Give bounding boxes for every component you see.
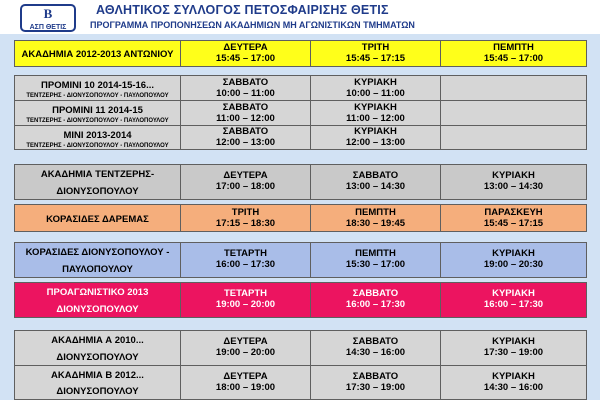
slot-time: 14:30 – 16:00 [483, 381, 544, 393]
slot-day: ΣΑΒΒΑΤΟ [352, 336, 399, 348]
slot-time: 19:00 – 20:00 [215, 299, 276, 311]
group-name: ΑΚΑΔΗΜΙΑ ΤΕΝΤΖΕΡΗΣ- ΔΙΟΝΥΣΟΠΟΥΛΟΥ [40, 169, 155, 197]
svg-text:Β: Β [43, 6, 53, 21]
slot-day: ΤΡΙΤΗ [231, 206, 260, 218]
slot-cell [181, 283, 311, 318]
schedule-table-korasides-dionysopoulou [14, 242, 587, 278]
table-row [15, 126, 587, 150]
empty-slot-cell [441, 126, 587, 150]
slot-day: ΣΑΒΒΑΤΟ [352, 288, 399, 300]
slot-cell [181, 126, 311, 150]
slot-day: ΚΥΡΙΑΚΗ [492, 336, 535, 348]
page-subtitle: ΠΡΟΓΡΑΜΜΑ ΠΡΟΠΟΝΗΣΕΩΝ ΑΚΑΔΗΜΙΩΝ ΜΗ ΑΓΩΝΙΣΤΙΚΩΝ ΤΜΗΜΑΤΩΝ [90, 20, 415, 30]
table-row [15, 331, 587, 366]
slot-day: ΚΥΡΙΑΚΗ [354, 101, 397, 113]
slot-cell [181, 205, 311, 232]
slot-cell [311, 101, 441, 126]
schedule-table-prominis [14, 75, 587, 150]
slot-day: ΠΑΡΑΣΚΕΥΗ [484, 206, 543, 218]
table-row [15, 243, 587, 278]
group-name-cell [15, 205, 181, 232]
slot-cell [311, 283, 441, 318]
group-name-cell [15, 41, 181, 67]
slot-day: ΚΥΡΙΑΚΗ [492, 170, 535, 182]
table-row [15, 76, 587, 101]
svg-text:ΑΣΠ ΘΕΤΙΣ: ΑΣΠ ΘΕΤΙΣ [29, 24, 67, 31]
group-name-cell [15, 331, 181, 366]
slot-day: ΠΕΜΠΤΗ [355, 206, 396, 218]
slot-time: 16:00 – 17:30 [483, 299, 544, 311]
slot-day: ΣΑΒΒΑΤΟ [222, 126, 269, 138]
slot-time: 15:45 – 17:00 [215, 53, 276, 64]
slot-cell [441, 41, 587, 67]
slot-day: ΤΕΤΑΡΤΗ [223, 288, 268, 300]
slot-cell [311, 331, 441, 366]
group-name-cell [15, 283, 181, 318]
slot-cell [441, 243, 587, 278]
slot-time: 19:00 – 20:30 [483, 259, 544, 271]
slot-cell [441, 331, 587, 366]
empty-slot-cell [441, 76, 587, 101]
table-row [15, 165, 587, 200]
slot-day: ΤΕΤΑΡΤΗ [223, 248, 268, 260]
schedule-table-akadimia-antoniou [14, 40, 587, 67]
slot-day: ΚΥΡΙΑΚΗ [492, 370, 535, 382]
group-name: ΜΙΝΙ 2013-2014 [63, 130, 132, 141]
group-coaches: ΤΕΝΤΖΕΡΗΣ - ΔΙΟΝΥΣΟΠΟΥΛΟΥ - ΠΑΥΛΟΠΟΥΛΟΥ [26, 118, 169, 125]
table-row [15, 365, 587, 400]
slot-time: 12:00 – 13:00 [215, 137, 276, 149]
slot-day: ΔΕΥΤΕΡΑ [223, 42, 268, 54]
slot-day: ΠΕΜΠΤΗ [355, 248, 396, 260]
slot-time: 17:00 – 18:00 [215, 181, 276, 193]
slot-time: 16:00 – 17:30 [345, 299, 406, 311]
group-name: ΠΡΟΜΙΝΙ 11 2014-15 [52, 105, 143, 117]
slot-time: 18:30 – 19:45 [345, 217, 406, 229]
group-name-cell [15, 165, 181, 200]
schedule-table-korasides-daremas [14, 204, 587, 232]
slot-day: ΤΡΙΤΗ [361, 42, 390, 54]
group-coaches: ΤΕΝΤΖΕΡΗΣ - ΔΙΟΝΥΣΟΠΟΥΛΟΥ - ΠΑΥΛΟΠΟΥΛΟΥ [26, 142, 169, 149]
slot-cell [181, 165, 311, 200]
slot-time: 17:15 – 18:30 [215, 217, 276, 229]
slot-time: 13:00 – 14:30 [483, 181, 544, 193]
slot-time: 15:45 – 17:00 [483, 53, 544, 64]
slot-cell [311, 165, 441, 200]
slot-time: 12:00 – 13:00 [345, 137, 406, 149]
slot-time: 16:00 – 17:30 [215, 259, 276, 271]
slot-day: ΣΑΒΒΑΤΟ [222, 101, 269, 113]
group-name: ΠΡΟΑΓΩΝΙΣΤΙΚΟ 2013 ΔΙΟΝΥΣΟΠΟΥΛΟΥ [46, 287, 149, 315]
slot-time: 17:30 – 19:00 [345, 381, 406, 393]
table-row [15, 101, 587, 126]
slot-day: ΚΥΡΙΑΚΗ [354, 76, 397, 88]
slot-time: 10:00 – 11:00 [216, 87, 275, 99]
group-name-cell [15, 126, 181, 150]
slot-cell [311, 243, 441, 278]
group-name-cell [15, 365, 181, 400]
slot-day: ΣΑΒΒΑΤΟ [352, 170, 399, 182]
slot-cell [311, 205, 441, 232]
group-name: ΑΚΑΔΗΜΙΑ 2012-2013 ΑΝΤΩΝΙΟΥ [21, 49, 174, 61]
slot-time: 14:30 – 16:00 [345, 347, 406, 359]
group-name-cell [15, 76, 181, 101]
schedule-table-akadimia [14, 164, 587, 200]
slot-day: ΚΥΡΙΑΚΗ [492, 248, 535, 260]
slot-cell [181, 365, 311, 400]
slot-cell [311, 41, 441, 67]
table-row [15, 205, 587, 232]
group-name: ΑΚΑΔΗΜΙΑ Α 2010... ΔΙΟΝΥΣΟΠΟΥΛΟΥ [51, 335, 144, 363]
slot-cell [181, 243, 311, 278]
group-name: ΚΟΡΑΣΙΔΕΣ ΔΑΡΕΜΑΣ [46, 213, 149, 225]
table-row [15, 41, 587, 67]
slot-cell [181, 101, 311, 126]
slot-day: ΚΥΡΙΑΚΗ [354, 126, 397, 138]
slot-cell [441, 165, 587, 200]
table-row [15, 283, 587, 318]
slot-day: ΔΕΥΤΕΡΑ [223, 370, 268, 382]
slot-cell [441, 365, 587, 400]
group-name-cell [15, 101, 181, 126]
schedule-table-proagonistiko [14, 282, 587, 318]
group-name: ΚΟΡΑΣΙΔΕΣ ΔΙΟΝΥΣΟΠΟΥΛΟΥ - ΠΑΥΛΟΠΟΥΛΟΥ [25, 247, 170, 275]
slot-day: ΔΕΥΤΕΡΑ [223, 336, 268, 348]
slot-time: 17:30 – 19:00 [483, 347, 544, 359]
slot-time: 15:45 – 17:15 [345, 53, 406, 64]
slot-cell [441, 205, 587, 232]
slot-time: 19:00 – 20:00 [215, 347, 276, 359]
slot-cell [181, 331, 311, 366]
slot-day: ΣΑΒΒΑΤΟ [222, 76, 269, 88]
club-logo [20, 4, 76, 32]
slot-cell [181, 76, 311, 101]
slot-cell [311, 365, 441, 400]
empty-slot-cell [441, 101, 587, 126]
slot-cell [181, 41, 311, 67]
group-name: ΠΡΟΜΙΝΙ 10 2014-15-16... [41, 80, 154, 92]
slot-time: 18:00 – 19:00 [215, 381, 276, 393]
slot-time: 13:00 – 14:30 [345, 181, 406, 193]
slot-time: 15:30 – 17:00 [345, 259, 406, 271]
slot-time: 11:00 – 12:00 [216, 112, 275, 124]
slot-time: 10:00 – 11:00 [346, 87, 405, 99]
slot-cell [311, 76, 441, 101]
schedule-table-akadimies-ab [14, 330, 587, 400]
page-title: ΑΘΛΗΤΙΚΟΣ ΣΥΛΛΟΓΟΣ ΠΕΤΟΣΦΑΙΡΙΣΗΣ ΘΕΤΙΣ [96, 3, 389, 17]
header [0, 0, 600, 34]
slot-time: 15:45 – 17:15 [483, 217, 544, 229]
slot-cell [311, 126, 441, 150]
slot-day: ΔΕΥΤΕΡΑ [223, 170, 268, 182]
group-name: ΑΚΑΔΗΜΙΑ Β 2012... ΔΙΟΝΥΣΟΠΟΥΛΟΥ [51, 369, 144, 398]
slot-day: ΠΕΜΠΤΗ [493, 42, 534, 54]
slot-day: ΚΥΡΙΑΚΗ [492, 288, 535, 300]
slot-day: ΣΑΒΒΑΤΟ [352, 370, 399, 382]
group-name-cell [15, 243, 181, 278]
group-coaches: ΤΕΝΤΖΕΡΗΣ - ΔΙΟΝΥΣΟΠΟΥΛΟΥ - ΠΑΥΛΟΠΟΥΛΟΥ [26, 93, 169, 100]
slot-cell [441, 283, 587, 318]
slot-time: 11:00 – 12:00 [346, 112, 405, 124]
